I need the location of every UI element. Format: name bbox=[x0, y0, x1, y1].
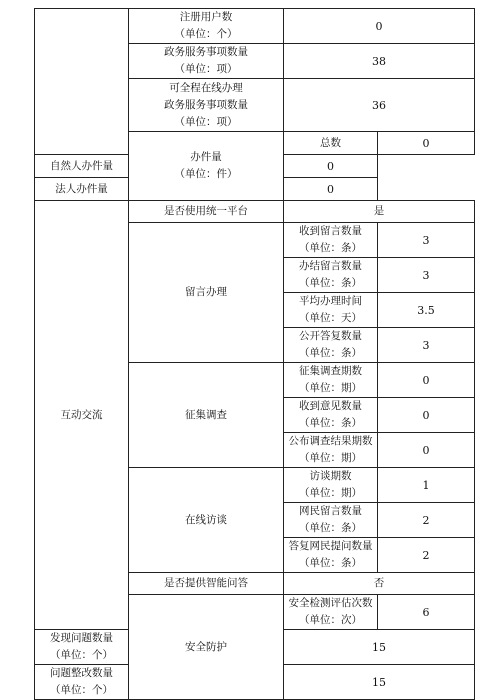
messages-label: 留言办理 bbox=[129, 223, 284, 363]
received-msgs-value: 3 bbox=[378, 223, 475, 258]
online-items-value: 36 bbox=[284, 79, 475, 132]
survey-label: 征集调查 bbox=[129, 363, 284, 468]
cases-total-label: 总数 bbox=[284, 132, 378, 155]
table-row bbox=[35, 9, 475, 44]
cases-label: 办件量 （单位：件） bbox=[129, 132, 284, 201]
completed-msgs-value: 3 bbox=[378, 258, 475, 293]
netizen-msgs-label: 网民留言数量 （单位：条） bbox=[284, 503, 378, 538]
security-section-label: 安全防护 bbox=[129, 595, 284, 700]
service-items-value: 38 bbox=[284, 44, 475, 79]
opinions-value: 0 bbox=[378, 398, 475, 433]
interaction-section-label: 互动交流 bbox=[35, 201, 129, 630]
unified-platform-label: 是否使用统一平台 bbox=[129, 201, 284, 223]
evaluations-label: 安全检测评估次数 （单位：次） bbox=[284, 595, 378, 630]
problems-fixed-value: 15 bbox=[284, 665, 475, 700]
service-items-label: 政务服务事项数量 （单位：项） bbox=[129, 44, 284, 79]
cases-total-value: 0 bbox=[378, 132, 475, 155]
survey-periods-label: 征集调查期数 （单位：期） bbox=[284, 363, 378, 398]
interview-replies-value: 2 bbox=[378, 538, 475, 573]
unified-platform-value: 是 bbox=[284, 201, 475, 223]
cases-legal-label: 法人办件量 bbox=[35, 178, 129, 201]
interview-label: 在线访谈 bbox=[129, 468, 284, 573]
survey-periods-value: 0 bbox=[378, 363, 475, 398]
problems-fixed-label: 问题整改数量 （单位：个） bbox=[35, 665, 129, 700]
received-msgs-label: 收到留言数量 （单位：条） bbox=[284, 223, 378, 258]
stats-table bbox=[34, 8, 475, 700]
avg-time-value: 3.5 bbox=[378, 293, 475, 328]
stats-table-container bbox=[34, 8, 474, 696]
cases-natural-value: 0 bbox=[284, 155, 378, 178]
smart-qa-label: 是否提供智能问答 bbox=[129, 573, 284, 595]
netizen-msgs-value: 2 bbox=[378, 503, 475, 538]
table-row bbox=[35, 201, 475, 223]
registered-users-value: 0 bbox=[284, 9, 475, 44]
cases-natural-label: 自然人办件量 bbox=[35, 155, 129, 178]
problems-found-label: 发现问题数量 （单位：个） bbox=[35, 630, 129, 665]
interview-periods-label: 访谈期数 （单位：期） bbox=[284, 468, 378, 503]
smart-qa-value: 否 bbox=[284, 573, 475, 595]
evaluations-value: 6 bbox=[378, 595, 475, 630]
survey-results-value: 0 bbox=[378, 433, 475, 468]
avg-time-label: 平均办理时间 （单位：天） bbox=[284, 293, 378, 328]
public-replies-label: 公开答复数量 （单位：条） bbox=[284, 328, 378, 363]
cases-legal-value: 0 bbox=[284, 178, 378, 201]
online-items-label: 可全程在线办理 政务服务事项数量 （单位：项） bbox=[129, 79, 284, 132]
public-replies-value: 3 bbox=[378, 328, 475, 363]
registered-users-label: 注册用户数 （单位：个） bbox=[129, 9, 284, 44]
opinions-label: 收到意见数量 （单位：条） bbox=[284, 398, 378, 433]
interview-periods-value: 1 bbox=[378, 468, 475, 503]
problems-found-value: 15 bbox=[284, 630, 475, 665]
completed-msgs-label: 办结留言数量 （单位：条） bbox=[284, 258, 378, 293]
survey-results-label: 公布调查结果期数 （单位：期） bbox=[284, 433, 378, 468]
interview-replies-label: 答复网民提问数量 （单位：条） bbox=[284, 538, 378, 573]
blank-cell bbox=[35, 9, 129, 155]
